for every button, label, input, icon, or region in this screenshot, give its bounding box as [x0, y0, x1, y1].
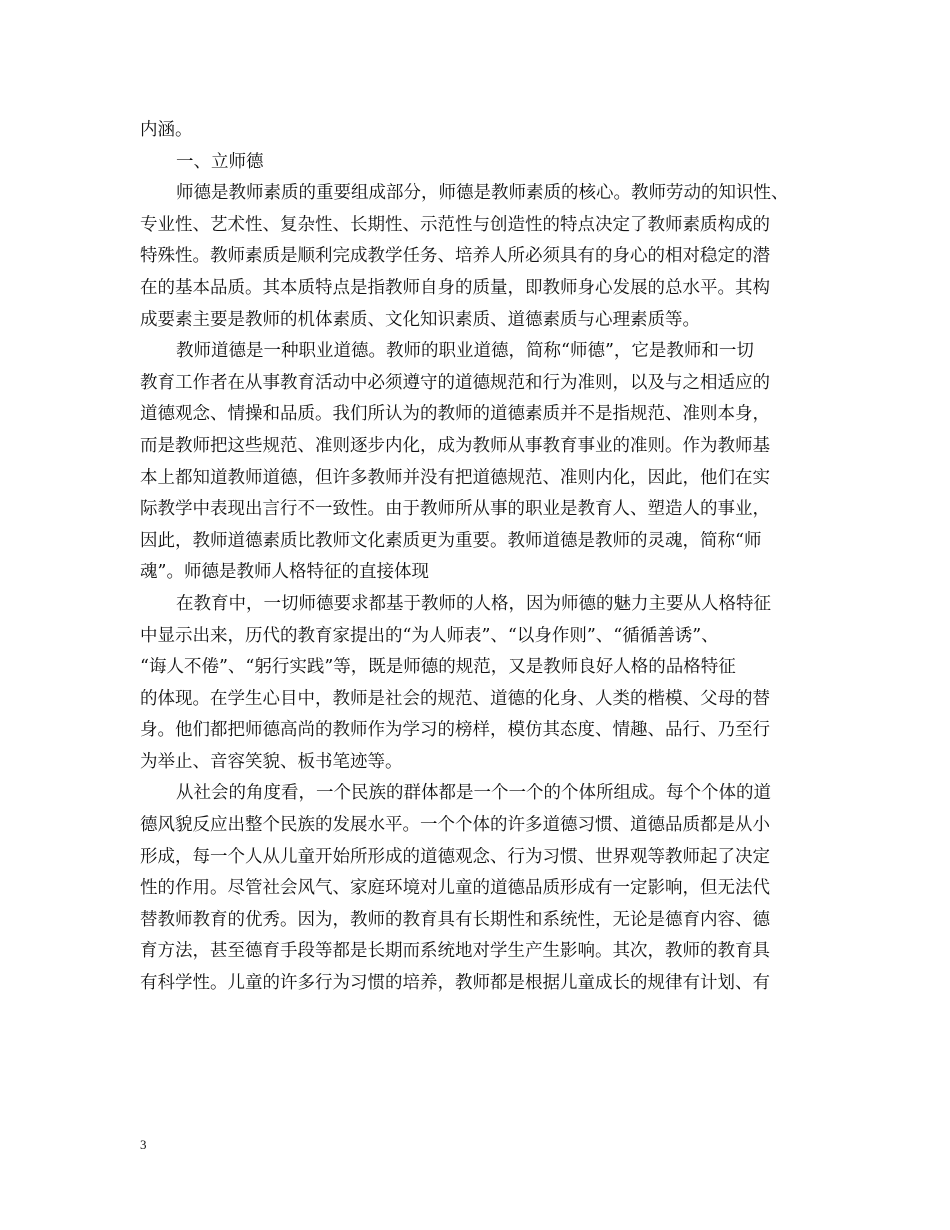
- section-heading: 一、立师德: [176, 151, 264, 172]
- text-line: 育方法，甚至德育手段等都是长期而系统地对学生产生影响。其次，教师的教育具: [140, 941, 770, 962]
- text-line: 专业性、艺术性、复杂性、长期性、示范性与创造性的特点决定了教师素质构成的: [140, 214, 770, 235]
- text-line: 在教育中，一切师德要求都基于教师的人格，因为师德的魅力主要从人格特征: [176, 593, 771, 614]
- text-line: 形成，每一个人从儿童开始所形成的道德观念、行为习惯、世界观等教师起了决定: [140, 846, 770, 867]
- text-line: 本上都知道教师道德，但许多教师并没有把道德规范、准则内化，因此，他们在实: [140, 467, 770, 488]
- text-line: 教育工作者在从事教育活动中必须遵守的道德规范和行为准则，以及与之相适应的: [140, 372, 770, 393]
- text-line: 替教师教育的优秀。因为，教师的教育具有长期性和系统性，无论是德育内容、德: [140, 909, 770, 930]
- text-line: “诲人不倦”、“躬行实践”等，既是师德的规范，又是教师良好人格的品格特征: [140, 657, 736, 678]
- text-line: 身。他们都把师德高尚的教师作为学习的榜样，模仿其态度、情趣、品行、乃至行: [140, 720, 770, 741]
- text-line: 道德观念、情操和品质。我们所认为的教师的道德素质并不是指规范、准则本身，: [140, 404, 770, 425]
- text-line: 特殊性。教师素质是顺利完成教学任务、培养人所必须具有的身心的相对稳定的潜: [140, 246, 770, 267]
- text-line: 为举止、音容笑貌、板书笔迹等。: [140, 751, 403, 772]
- text-line: 在的基本品质。其本质特点是指教师自身的质量，即教师身心发展的总水平。其构: [140, 277, 770, 298]
- text-line: 教师道德是一种职业道德。教师的职业道德，简称“师德”，它是教师和一切: [176, 341, 754, 362]
- text-line: 因此，教师道德素质比教师文化素质更为重要。教师道德是教师的灵魂，简称“师: [140, 530, 762, 551]
- text-line: 魂”。师德是教师人格特征的直接体现: [140, 562, 429, 583]
- text-line: 际教学中表现出言行不一致性。由于教师所从事的职业是教育人、塑造人的事业，: [140, 499, 770, 520]
- text-line: 成要素主要是教师的机体素质、文化知识素质、道德素质与心理素质等。: [140, 309, 700, 330]
- text-line: 内涵。: [140, 120, 193, 140]
- text-line: 的体现。在学生心目中，教师是社会的规范、道德的化身、人类的楷模、父母的替: [140, 688, 770, 709]
- text-line: 师德是教师素质的重要组成部分，师德是教师素质的核心。教师劳动的知识性、: [176, 183, 789, 204]
- text-line: 从社会的角度看，一个民族的群体都是一个一个的个体所组成。每个个体的道: [176, 783, 771, 804]
- text-line: 性的作用。尽管社会风气、家庭环境对儿童的道德品质形成有一定影响，但无法代: [140, 878, 770, 899]
- text-line: 中显示出来，历代的教育家提出的“为人师表”、“以身作则”、“循循善诱”、: [140, 625, 719, 646]
- page-number: 3: [140, 1137, 147, 1152]
- text-line: 有科学性。儿童的许多行为习惯的培养，教师都是根据儿童成长的规律有计划、有: [140, 973, 770, 994]
- text-line: 而是教师把这些规范、准则逐步内化，成为教师从事教育事业的准则。作为教师基: [140, 435, 770, 456]
- text-line: 德风貌反应出整个民族的发展水平。一个个体的许多道德习惯、道德品质都是从小: [140, 815, 770, 836]
- body-text: [140, 115, 830, 1000]
